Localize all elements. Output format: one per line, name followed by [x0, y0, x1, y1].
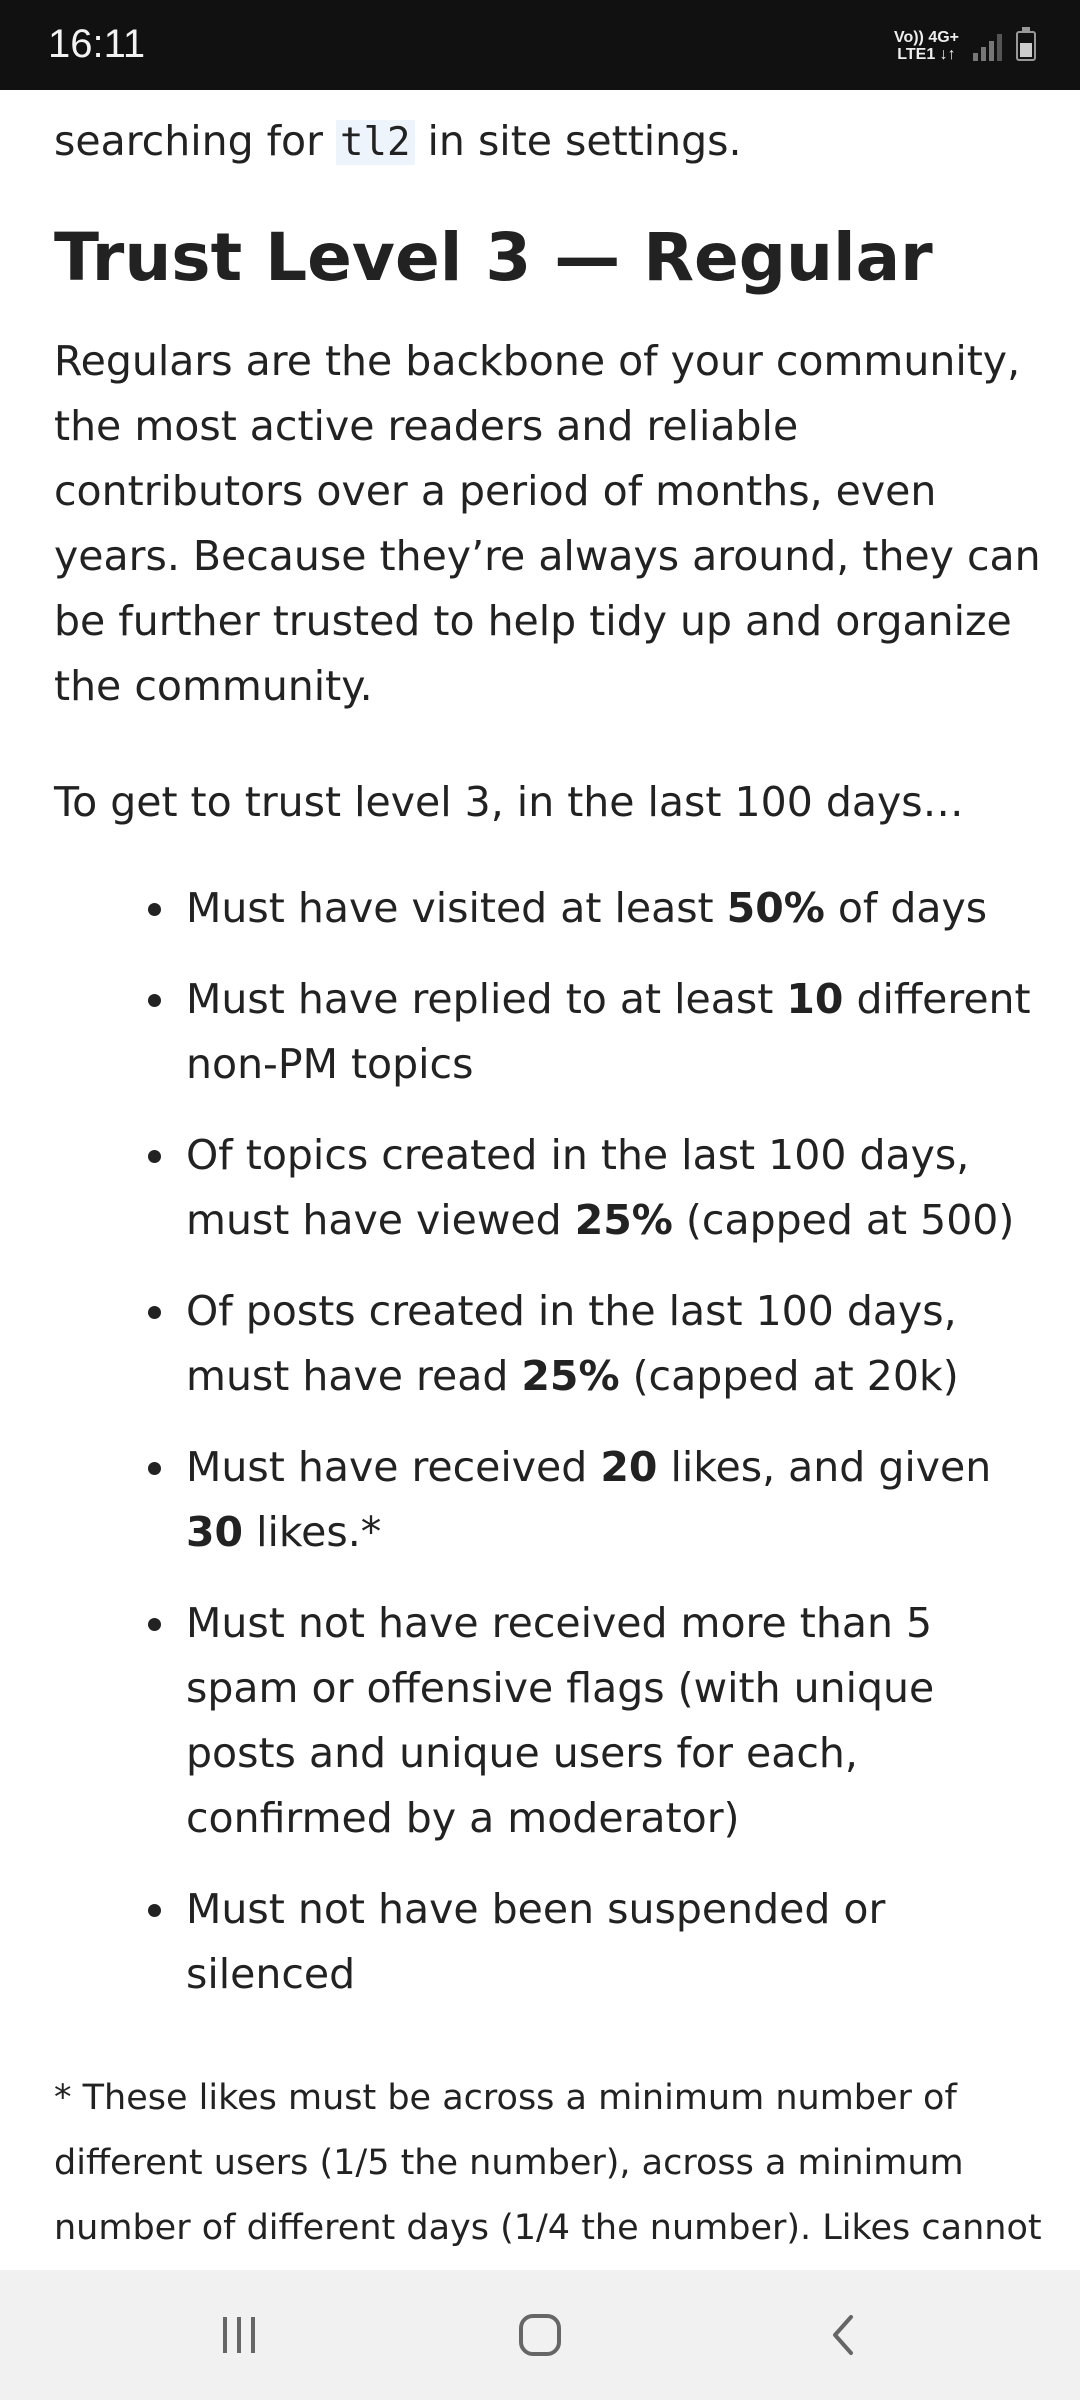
intro-paragraph: Regulars are the backbone of your community, the most active readers and reliable contributors over a period of months, even years. Because they’re always around, they can be further trusted to help tidy up and organize the community.	[54, 337, 1041, 710]
network-indicator	[894, 29, 959, 63]
requirements-lead: To get to trust level 3, in the last 100 days…	[54, 778, 964, 826]
status-icons	[894, 26, 1036, 66]
list-item: Must have received 20 likes, and given 30 likes.*	[54, 1435, 1044, 1565]
cut-off-text-line	[54, 109, 742, 175]
status-time: 16:11	[48, 22, 146, 66]
requirements-list	[54, 876, 1044, 2033]
back-icon	[823, 2311, 863, 2359]
cut-line-text: searching for	[54, 117, 337, 165]
list-item: Must have replied to at least 10 different non-PM topics	[54, 967, 1044, 1097]
list-item: Must have visited at least 50% of days	[54, 876, 1044, 941]
list-item: Must not have received more than 5 spam or offensive flags (with unique posts and unique users for each, confirmed by a moderator)	[54, 1591, 1044, 1851]
battery-icon	[1016, 31, 1036, 61]
home-button[interactable]	[495, 2300, 585, 2370]
home-icon	[516, 2311, 564, 2359]
recent-apps-button[interactable]	[194, 2300, 284, 2370]
cut-line-text-end: in site settings.	[414, 117, 742, 165]
footnote: * These likes must be across a minimum number of different users (1/5 the number), across a minimum number of different days (1/4 the number). Likes cannot	[54, 2078, 1042, 2248]
recent-apps-icon	[217, 2313, 261, 2357]
list-item: Of posts created in the last 100 days, must have read 25% (capped at 20k)	[54, 1279, 1044, 1409]
network-bottom-label: LTE1 ↓↑	[897, 46, 956, 63]
list-item: Of topics created in the last 100 days, must have viewed 25% (capped at 500)	[54, 1123, 1044, 1253]
list-item: Must not have been suspended or silenced	[54, 1877, 1044, 2007]
status-bar	[0, 0, 1080, 90]
back-button[interactable]	[798, 2300, 888, 2370]
network-top-label: Vo)) 4G+	[893, 29, 959, 46]
signal-strength-icon	[973, 31, 1002, 61]
section-heading: Trust Level 3 — Regular	[54, 219, 933, 296]
inline-code: tl2	[336, 120, 414, 165]
navigation-bar	[0, 2270, 1080, 2400]
